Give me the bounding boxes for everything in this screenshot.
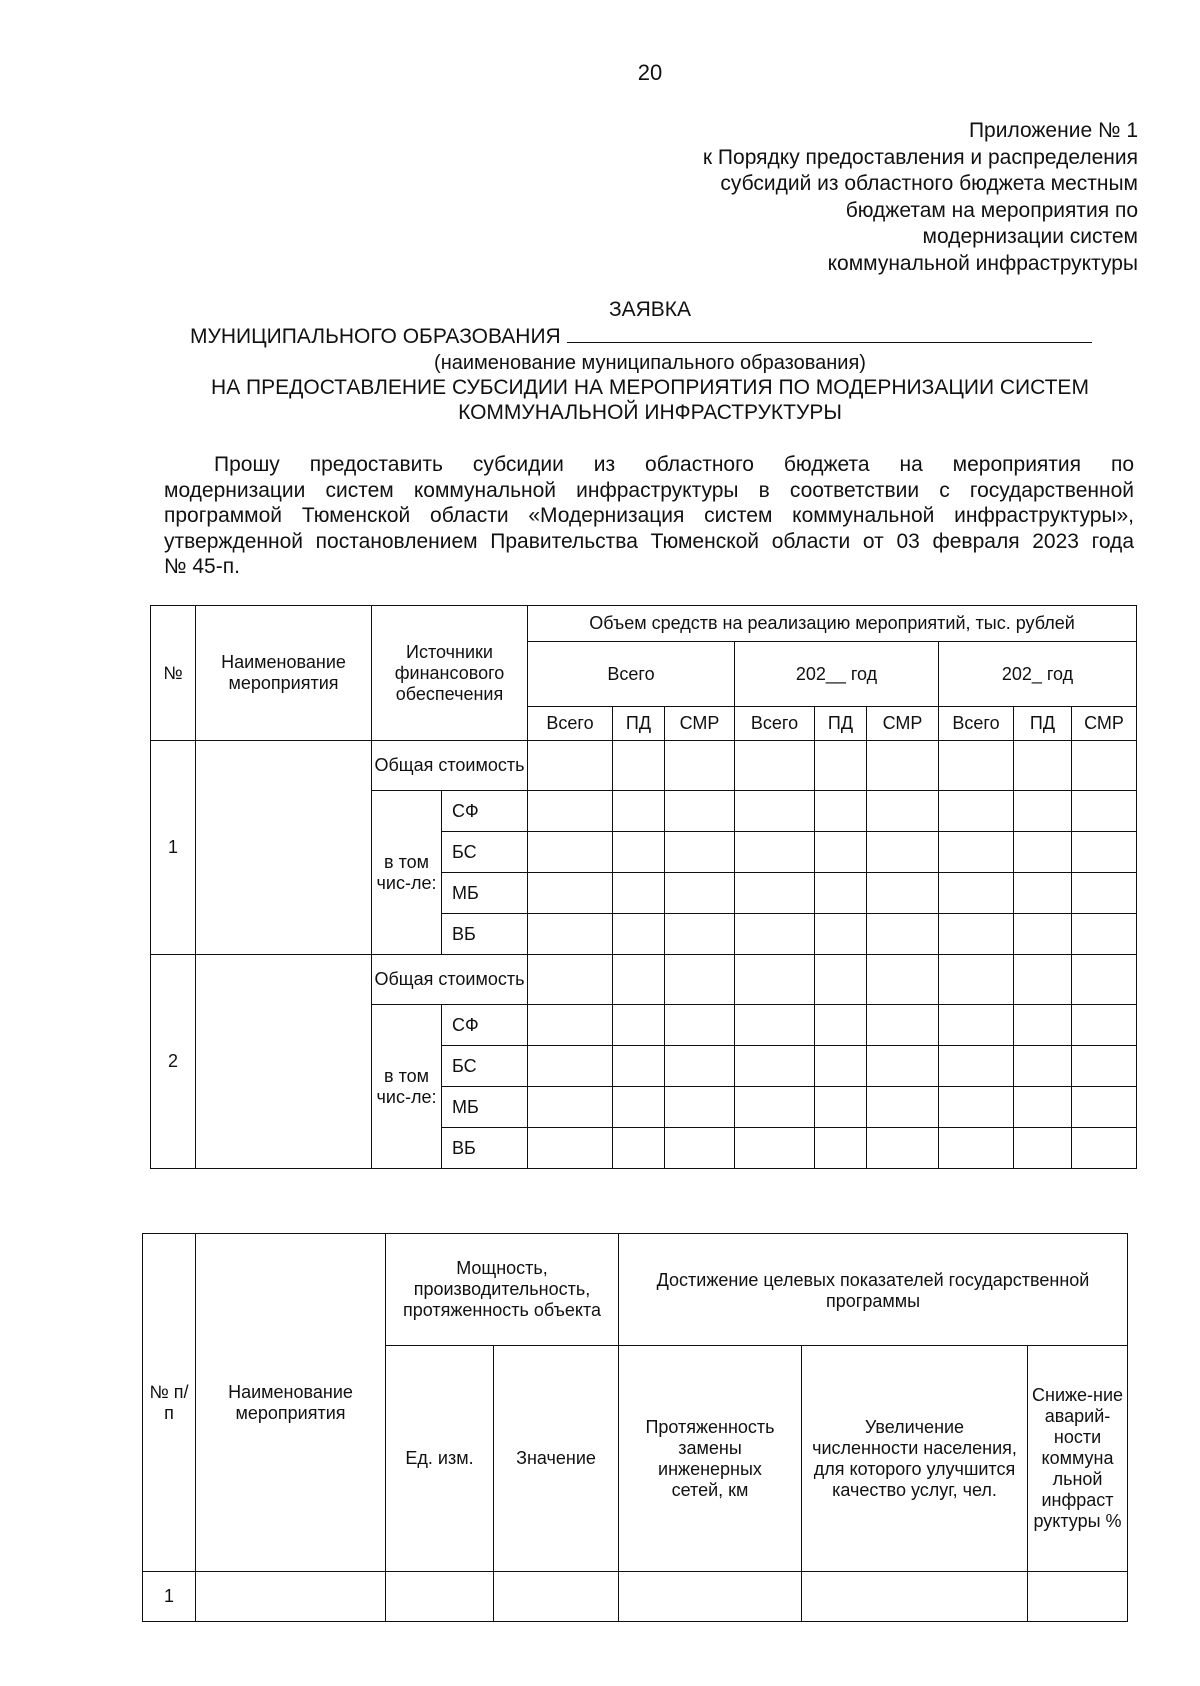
header-volume: Объем средств на реализацию мероприятий, тыс. рублей (528, 606, 1137, 642)
value-cell[interactable] (1072, 791, 1137, 832)
value-cell[interactable] (528, 1087, 613, 1128)
value-cell[interactable] (528, 1046, 613, 1087)
value-cell[interactable] (735, 1128, 815, 1169)
value-cell[interactable] (613, 1128, 665, 1169)
value-cell[interactable] (1014, 873, 1072, 914)
total-cost-label: Общая стоимость (372, 955, 528, 1005)
header-event-name: Наименование мероприятия (196, 1234, 386, 1572)
paragraph-line: № 45-п. (164, 555, 240, 578)
value-cell[interactable] (528, 832, 613, 873)
source-label: СФ (442, 1005, 528, 1046)
value-cell[interactable] (939, 1005, 1014, 1046)
value-cell[interactable] (528, 955, 613, 1005)
source-label: МБ (442, 873, 528, 914)
paragraph-line: Прошу предоставить субсидии из областного бюджета на мероприятия по (214, 453, 1134, 476)
header-value: Значение (494, 1346, 619, 1572)
value-cell[interactable] (939, 1128, 1014, 1169)
source-label: ВБ (442, 914, 528, 955)
value-cell[interactable] (735, 1005, 815, 1046)
appendix-line: к Порядку предоставления и распределения (702, 145, 1138, 169)
value-cell[interactable] (613, 1046, 665, 1087)
paragraph-line: программой Тюменской области «Модернизация систем коммунальной инфраструктуры», (164, 504, 1134, 527)
including-label: в том чис-ле: (372, 1005, 442, 1169)
value-cell[interactable] (1072, 1046, 1137, 1087)
document-title: ЗАЯВКА (608, 298, 692, 321)
value-cell[interactable] (815, 1046, 867, 1087)
subheader-total: Всего (528, 707, 613, 741)
source-label: МБ (442, 1087, 528, 1128)
value-cell[interactable] (613, 914, 665, 955)
header-sources: Источники финансового обеспечения (372, 606, 528, 741)
value-cell[interactable] (528, 1005, 613, 1046)
value-cell[interactable] (1072, 1087, 1137, 1128)
value-cell[interactable] (815, 741, 867, 791)
value-cell[interactable] (665, 741, 735, 791)
value-cell[interactable] (528, 741, 613, 791)
value-cell[interactable] (665, 1128, 735, 1169)
value-cell[interactable] (613, 955, 665, 1005)
value-cell[interactable] (665, 873, 735, 914)
value-cell[interactable] (735, 791, 815, 832)
value-cell[interactable] (1014, 1128, 1072, 1169)
value-cell[interactable] (1014, 914, 1072, 955)
municipality-label: МУНИЦИПАЛЬНОГО ОБРАЗОВАНИЯ (190, 325, 561, 348)
subheader-pd: ПД (815, 707, 867, 741)
value-cell[interactable] (939, 741, 1014, 791)
value-cell[interactable] (1014, 1005, 1072, 1046)
event-name-cell[interactable] (196, 1572, 386, 1622)
value-cell[interactable] (735, 914, 815, 955)
subheader-total: Всего (735, 707, 815, 741)
value-cell[interactable] (939, 955, 1014, 1005)
subheader-smr: СМР (867, 707, 939, 741)
subheader-pd: ПД (613, 707, 665, 741)
value-cell[interactable] (939, 1087, 1014, 1128)
value-cell[interactable] (867, 832, 939, 873)
value-cell[interactable] (1014, 741, 1072, 791)
value-cell[interactable] (735, 873, 815, 914)
value-cell[interactable] (528, 873, 613, 914)
value-cell[interactable] (867, 1087, 939, 1128)
value-cell[interactable] (1072, 955, 1137, 1005)
page-number: 20 (637, 60, 663, 85)
indicators-table (142, 1233, 1128, 1622)
value-cell[interactable] (867, 741, 939, 791)
value-cell[interactable] (735, 1087, 815, 1128)
value-cell[interactable] (665, 1005, 735, 1046)
value-cell[interactable] (1014, 832, 1072, 873)
value-cell[interactable] (735, 955, 815, 1005)
value-cell[interactable] (939, 1046, 1014, 1087)
including-label: в том чис-ле: (372, 791, 442, 955)
value-cell[interactable] (867, 955, 939, 1005)
header-population-increase: Увеличение численности населения, для которого улучшится качество услуг, чел. (802, 1346, 1028, 1572)
subheader-total: Всего (939, 707, 1014, 741)
municipality-caption: (наименование муниципального образования) (434, 352, 866, 374)
value-cell[interactable] (1072, 1005, 1137, 1046)
header-number: № п/п (143, 1234, 196, 1572)
value-cell[interactable] (939, 791, 1014, 832)
value-cell[interactable] (665, 955, 735, 1005)
value-cell[interactable] (1028, 1572, 1128, 1622)
value-cell[interactable] (815, 914, 867, 955)
value-cell[interactable] (815, 1087, 867, 1128)
source-label: БС (442, 1046, 528, 1087)
header-year-1: 202__ год (735, 642, 939, 707)
header-total: Всего (528, 642, 735, 707)
value-cell[interactable] (386, 1572, 494, 1622)
value-cell[interactable] (735, 832, 815, 873)
value-cell[interactable] (815, 1128, 867, 1169)
row-number: 1 (151, 741, 196, 955)
total-cost-label: Общая стоимость (372, 741, 528, 791)
subtitle-line-1: НА ПРЕДОСТАВЛЕНИЕ СУБСИДИИ НА МЕРОПРИЯТИЯ ПО МОДЕРНИЗАЦИИ СИСТЕМ (211, 376, 1089, 399)
value-cell[interactable] (1072, 873, 1137, 914)
value-cell[interactable] (1014, 955, 1072, 1005)
value-cell[interactable] (528, 914, 613, 955)
value-cell[interactable] (815, 873, 867, 914)
header-event-name: Наименование мероприятия (196, 606, 372, 741)
subheader-pd: ПД (1014, 707, 1072, 741)
value-cell[interactable] (665, 1046, 735, 1087)
appendix-line: Приложение № 1 (968, 119, 1138, 142)
row-number: 2 (151, 955, 196, 1169)
subtitle-line-2: КОММУНАЛЬНОЙ ИНФРАСТРУКТУРЫ (458, 401, 842, 424)
financing-table (150, 605, 1137, 1169)
value-cell[interactable] (867, 1128, 939, 1169)
value-cell[interactable] (939, 832, 1014, 873)
value-cell[interactable] (867, 873, 939, 914)
value-cell[interactable] (815, 791, 867, 832)
value-cell[interactable] (1014, 1087, 1072, 1128)
value-cell[interactable] (494, 1572, 619, 1622)
source-label: СФ (442, 791, 528, 832)
event-name-cell[interactable] (196, 741, 372, 955)
value-cell[interactable] (1014, 1046, 1072, 1087)
value-cell[interactable] (815, 955, 867, 1005)
value-cell[interactable] (528, 1128, 613, 1169)
request-paragraph (164, 452, 1134, 580)
value-cell[interactable] (1014, 791, 1072, 832)
value-cell[interactable] (613, 1087, 665, 1128)
value-cell[interactable] (613, 832, 665, 873)
appendix-block (703, 118, 1138, 277)
header-accident-reduction: Сниже-ние аварий-ности коммуна льной инфраст руктуры % (1028, 1346, 1128, 1572)
value-cell[interactable] (613, 1005, 665, 1046)
source-label: ВБ (442, 1128, 528, 1169)
source-label: БС (442, 832, 528, 873)
municipality-line (190, 322, 1092, 349)
value-cell[interactable] (665, 1087, 735, 1128)
paragraph-line: утвержденной постановлением Правительства Тюменской области от 03 февраля 2023 года (164, 529, 1134, 553)
header-capacity: Мощность, производительность, протяженность объекта (386, 1234, 619, 1346)
header-year-2: 202_ год (939, 642, 1137, 707)
value-cell[interactable] (815, 832, 867, 873)
value-cell[interactable] (665, 914, 735, 955)
header-unit: Ед. изм. (386, 1346, 494, 1572)
value-cell[interactable] (1072, 832, 1137, 873)
value-cell[interactable] (867, 1005, 939, 1046)
header-number: № (151, 606, 196, 741)
appendix-line: коммунальной инфраструктуры (827, 251, 1138, 275)
subheader-smr: СМР (1072, 707, 1137, 741)
header-network-length: Протяженность замены инженерных сетей, км (619, 1346, 802, 1572)
value-cell[interactable] (802, 1572, 1028, 1622)
appendix-line: бюджетам на мероприятия по (845, 198, 1138, 222)
value-cell[interactable] (735, 741, 815, 791)
appendix-line: модернизации систем (922, 225, 1138, 248)
value-cell[interactable] (613, 791, 665, 832)
value-cell[interactable] (939, 914, 1014, 955)
value-cell[interactable] (867, 791, 939, 832)
subheader-smr: СМР (665, 707, 735, 741)
appendix-line: субсидий из областного бюджета местным (720, 172, 1138, 195)
event-name-cell[interactable] (196, 955, 372, 1169)
value-cell[interactable] (613, 741, 665, 791)
value-cell[interactable] (815, 1005, 867, 1046)
municipality-blank-field (567, 322, 1092, 343)
value-cell[interactable] (619, 1572, 802, 1622)
value-cell[interactable] (665, 791, 735, 832)
value-cell[interactable] (665, 832, 735, 873)
value-cell[interactable] (528, 791, 613, 832)
header-targets: Достижение целевых показателей государственной программы (619, 1234, 1128, 1346)
paragraph-line: модернизации систем коммунальной инфраструктуры в соответствии с государственной (164, 478, 1134, 502)
value-cell[interactable] (939, 873, 1014, 914)
value-cell[interactable] (867, 914, 939, 955)
value-cell[interactable] (867, 1046, 939, 1087)
value-cell[interactable] (1072, 741, 1137, 791)
row-number: 1 (143, 1572, 196, 1622)
value-cell[interactable] (1072, 1128, 1137, 1169)
value-cell[interactable] (1072, 914, 1137, 955)
value-cell[interactable] (613, 873, 665, 914)
value-cell[interactable] (735, 1046, 815, 1087)
